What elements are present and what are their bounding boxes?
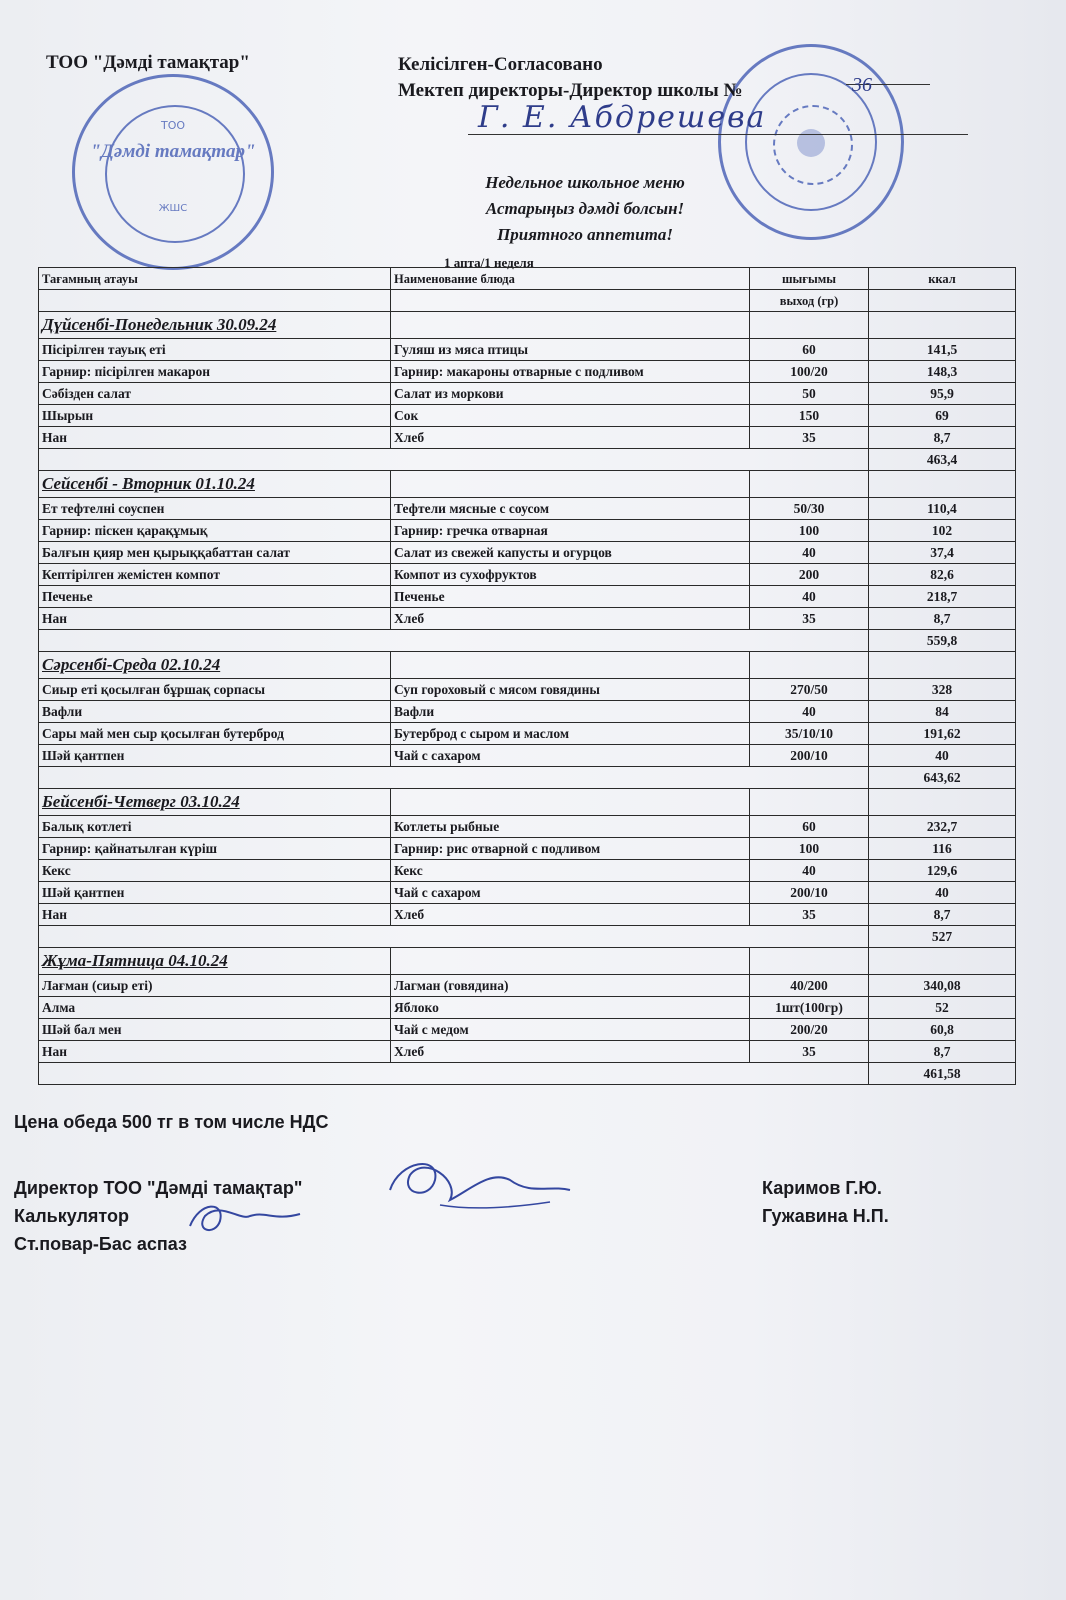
dish-kcal: 37,4 — [869, 542, 1016, 564]
table-row — [39, 882, 1016, 904]
dish-name-ru: Хлеб — [391, 427, 750, 449]
footer-calculator: Калькулятор — [14, 1206, 130, 1226]
dish-yield: 40 — [750, 542, 869, 564]
table-row — [39, 838, 1016, 860]
footer-name-1: Каримов Г.Ю. — [762, 1178, 882, 1198]
approval-block — [398, 52, 743, 104]
day-name: Сәрсенбі-Среда 02.10.24 — [42, 655, 221, 674]
dish-yield: 50/30 — [750, 498, 869, 520]
dish-name-ru: Суп гороховый с мясом говядины — [391, 679, 750, 701]
dish-kcal: 95,9 — [869, 383, 1016, 405]
day-total-kcal: 461,58 — [869, 1063, 1016, 1085]
director-signature: Г. Е. Абдрешева — [478, 100, 767, 135]
dish-yield: 35 — [750, 427, 869, 449]
lunch-price: Цена обеда 500 тг в том числе НДС — [14, 1112, 329, 1132]
col-header-ru: Наименование блюда — [391, 268, 750, 290]
dish-name-kz: Сәбізден салат — [39, 383, 391, 405]
approval-title: Келісілген-Согласовано — [398, 54, 603, 75]
day-total-kcal: 463,4 — [869, 449, 1016, 471]
day-header-row — [39, 312, 1016, 339]
stamp-name-text: "Дәмді тамақтар" — [90, 141, 256, 162]
director-line: Мектеп директоры-Директор школы № — [398, 80, 743, 101]
dish-name-ru: Хлеб — [391, 904, 750, 926]
dish-name-kz: Нан — [39, 427, 391, 449]
dish-name-kz: Алма — [39, 997, 391, 1019]
col-subheader-yield: выход (гр) — [750, 290, 869, 312]
table-row — [39, 520, 1016, 542]
day-total-kcal: 559,8 — [869, 630, 1016, 652]
table-row — [39, 1041, 1016, 1063]
dish-yield: 200/10 — [750, 745, 869, 767]
day-total-row — [39, 449, 1016, 471]
menu-title: Недельное школьное меню — [485, 173, 685, 192]
dish-name-kz: Балғын қияр мен қырыққабаттан салат — [39, 542, 391, 564]
dish-name-kz: Шәй қантпен — [39, 745, 391, 767]
dish-kcal: 191,62 — [869, 723, 1016, 745]
dish-kcal: 82,6 — [869, 564, 1016, 586]
dish-name-kz: Сиыр еті қосылған бұршақ сорпасы — [39, 679, 391, 701]
day-total-kcal: 643,62 — [869, 767, 1016, 789]
dish-kcal: 340,08 — [869, 975, 1016, 997]
day-header-row — [39, 948, 1016, 975]
dish-kcal: 84 — [869, 701, 1016, 723]
dish-kcal: 102 — [869, 520, 1016, 542]
dish-kcal: 218,7 — [869, 586, 1016, 608]
table-row — [39, 427, 1016, 449]
dish-name-ru: Гарнир: макароны отварные с подливом — [391, 361, 750, 383]
dish-name-ru: Хлеб — [391, 608, 750, 630]
day-name: Жұма-Пятница 04.10.24 — [42, 951, 228, 970]
col-header-kz: Тағамның атауы — [39, 268, 391, 290]
table-row — [39, 723, 1016, 745]
dish-name-kz: Шәй қантпен — [39, 882, 391, 904]
dish-kcal: 148,3 — [869, 361, 1016, 383]
dish-kcal: 129,6 — [869, 860, 1016, 882]
dish-name-kz: Печенье — [39, 586, 391, 608]
day-total-kcal: 527 — [869, 926, 1016, 948]
table-row — [39, 860, 1016, 882]
dish-name-kz: Кептірілген жемістен компот — [39, 564, 391, 586]
week-label: 1 апта/1 неделя — [444, 255, 534, 270]
dish-name-kz: Кекс — [39, 860, 391, 882]
dish-yield: 35/10/10 — [750, 723, 869, 745]
dish-yield: 40/200 — [750, 975, 869, 997]
dish-name-ru: Лагман (говядина) — [391, 975, 750, 997]
dish-name-ru: Печенье — [391, 586, 750, 608]
dish-yield: 40 — [750, 860, 869, 882]
dish-yield: 60 — [750, 339, 869, 361]
dish-kcal: 116 — [869, 838, 1016, 860]
day-header-row — [39, 471, 1016, 498]
dish-name-kz: Лағман (сиыр еті) — [39, 975, 391, 997]
dish-yield: 200 — [750, 564, 869, 586]
dish-kcal: 60,8 — [869, 1019, 1016, 1041]
day-total-row — [39, 1063, 1016, 1085]
dish-name-ru: Вафли — [391, 701, 750, 723]
day-name: Бейсенбі-Четверг 03.10.24 — [42, 792, 240, 811]
dish-name-kz: Вафли — [39, 701, 391, 723]
table-row — [39, 608, 1016, 630]
dish-name-ru: Яблоко — [391, 997, 750, 1019]
table-row — [39, 586, 1016, 608]
table-header-row — [39, 268, 1016, 290]
table-row — [39, 361, 1016, 383]
dish-name-ru: Гарнир: рис отварной с подливом — [391, 838, 750, 860]
dish-name-ru: Салат из свежей капусты и огурцов — [391, 542, 750, 564]
dish-name-kz: Гарнир: қайнатылған күріш — [39, 838, 391, 860]
dish-name-ru: Котлеты рыбные — [391, 816, 750, 838]
menu-body — [39, 312, 1016, 1085]
table-row — [39, 1019, 1016, 1041]
dish-kcal: 69 — [869, 405, 1016, 427]
dish-name-kz: Балық котлеті — [39, 816, 391, 838]
dish-yield: 1шт(100гр) — [750, 997, 869, 1019]
table-row — [39, 679, 1016, 701]
day-total-row — [39, 926, 1016, 948]
dish-yield: 35 — [750, 608, 869, 630]
day-total-row — [39, 767, 1016, 789]
dish-kcal: 141,5 — [869, 339, 1016, 361]
table-row — [39, 997, 1016, 1019]
dish-name-kz: Пісірілген тауық еті — [39, 339, 391, 361]
table-row — [39, 975, 1016, 997]
dish-kcal: 328 — [869, 679, 1016, 701]
dish-name-kz: Сары май мен сыр қосылған бутерброд — [39, 723, 391, 745]
dish-name-kz: Гарнир: піскен қарақұмық — [39, 520, 391, 542]
dish-name-ru: Бутерброд с сыром и маслом — [391, 723, 750, 745]
table-row — [39, 339, 1016, 361]
dish-name-ru: Чай с медом — [391, 1019, 750, 1041]
dish-yield: 270/50 — [750, 679, 869, 701]
dish-name-kz: Нан — [39, 1041, 391, 1063]
dish-name-ru: Тефтели мясные с соусом — [391, 498, 750, 520]
dish-yield: 200/20 — [750, 1019, 869, 1041]
dish-yield: 40 — [750, 586, 869, 608]
dish-name-kz: Нан — [39, 904, 391, 926]
company-stamp — [72, 74, 274, 270]
menu-table — [38, 267, 1016, 1085]
table-row — [39, 542, 1016, 564]
footer-chef: Ст.повар-Бас аспаз — [14, 1234, 187, 1254]
dish-name-kz: Шырын — [39, 405, 391, 427]
menu-title-block — [420, 170, 750, 248]
table-subheader-row — [39, 290, 1016, 312]
dish-name-ru: Сок — [391, 405, 750, 427]
table-row — [39, 405, 1016, 427]
dish-yield: 200/10 — [750, 882, 869, 904]
table-row — [39, 498, 1016, 520]
dish-yield: 40 — [750, 701, 869, 723]
dish-yield: 100 — [750, 838, 869, 860]
dish-kcal: 110,4 — [869, 498, 1016, 520]
footer-name-2: Гужавина Н.П. — [762, 1206, 889, 1226]
dish-name-kz: Шәй бал мен — [39, 1019, 391, 1041]
dish-name-kz: Нан — [39, 608, 391, 630]
dish-kcal: 8,7 — [869, 1041, 1016, 1063]
dish-kcal: 40 — [869, 882, 1016, 904]
footer-director: Директор ТОО "Дәмді тамақтар" — [14, 1178, 303, 1198]
dish-kcal: 8,7 — [869, 904, 1016, 926]
day-header-row — [39, 789, 1016, 816]
director-signature-mark — [380, 1150, 580, 1230]
col-header-kcal: ккал — [869, 268, 1016, 290]
dish-name-ru: Гуляш из мяса птицы — [391, 339, 750, 361]
table-row — [39, 816, 1016, 838]
dish-name-kz: Ет тефтелні соуспен — [39, 498, 391, 520]
dish-kcal: 8,7 — [869, 427, 1016, 449]
stamp-bottom-text: ЖШС — [158, 203, 188, 214]
dish-kcal: 232,7 — [869, 816, 1016, 838]
dish-kcal: 40 — [869, 745, 1016, 767]
dish-kcal: 52 — [869, 997, 1016, 1019]
table-row — [39, 701, 1016, 723]
dish-yield: 35 — [750, 904, 869, 926]
dish-name-ru: Чай с сахаром — [391, 745, 750, 767]
dish-name-ru: Салат из моркови — [391, 383, 750, 405]
company-name: ТОО "Дәмді тамақтар" — [46, 52, 250, 73]
dish-yield: 35 — [750, 1041, 869, 1063]
dish-yield: 100/20 — [750, 361, 869, 383]
dish-name-ru: Гарнир: гречка отварная — [391, 520, 750, 542]
table-row — [39, 745, 1016, 767]
dish-name-ru: Кекс — [391, 860, 750, 882]
dish-yield: 150 — [750, 405, 869, 427]
calculator-signature-mark — [180, 1196, 310, 1246]
school-number: 36 — [852, 74, 872, 96]
day-name: Сейсенбі - Вторник 01.10.24 — [42, 474, 255, 493]
dish-name-ru: Компот из сухофруктов — [391, 564, 750, 586]
stamp-top-text: ТОО — [160, 119, 186, 132]
day-header-row — [39, 652, 1016, 679]
table-row — [39, 564, 1016, 586]
dish-kcal: 8,7 — [869, 608, 1016, 630]
day-name: Дүйсенбі-Понедельник 30.09.24 — [42, 315, 277, 334]
greeting-ru: Приятного аппетита! — [497, 225, 673, 244]
table-row — [39, 383, 1016, 405]
greeting-kz: Астарыңыз дәмді болсын! — [485, 199, 685, 218]
dish-yield: 50 — [750, 383, 869, 405]
dish-yield: 100 — [750, 520, 869, 542]
dish-name-ru: Чай с сахаром — [391, 882, 750, 904]
day-total-row — [39, 630, 1016, 652]
table-row — [39, 904, 1016, 926]
dish-name-ru: Хлеб — [391, 1041, 750, 1063]
col-header-yield: шығымы — [750, 268, 869, 290]
dish-name-kz: Гарнир: пісірілген макарон — [39, 361, 391, 383]
dish-yield: 60 — [750, 816, 869, 838]
